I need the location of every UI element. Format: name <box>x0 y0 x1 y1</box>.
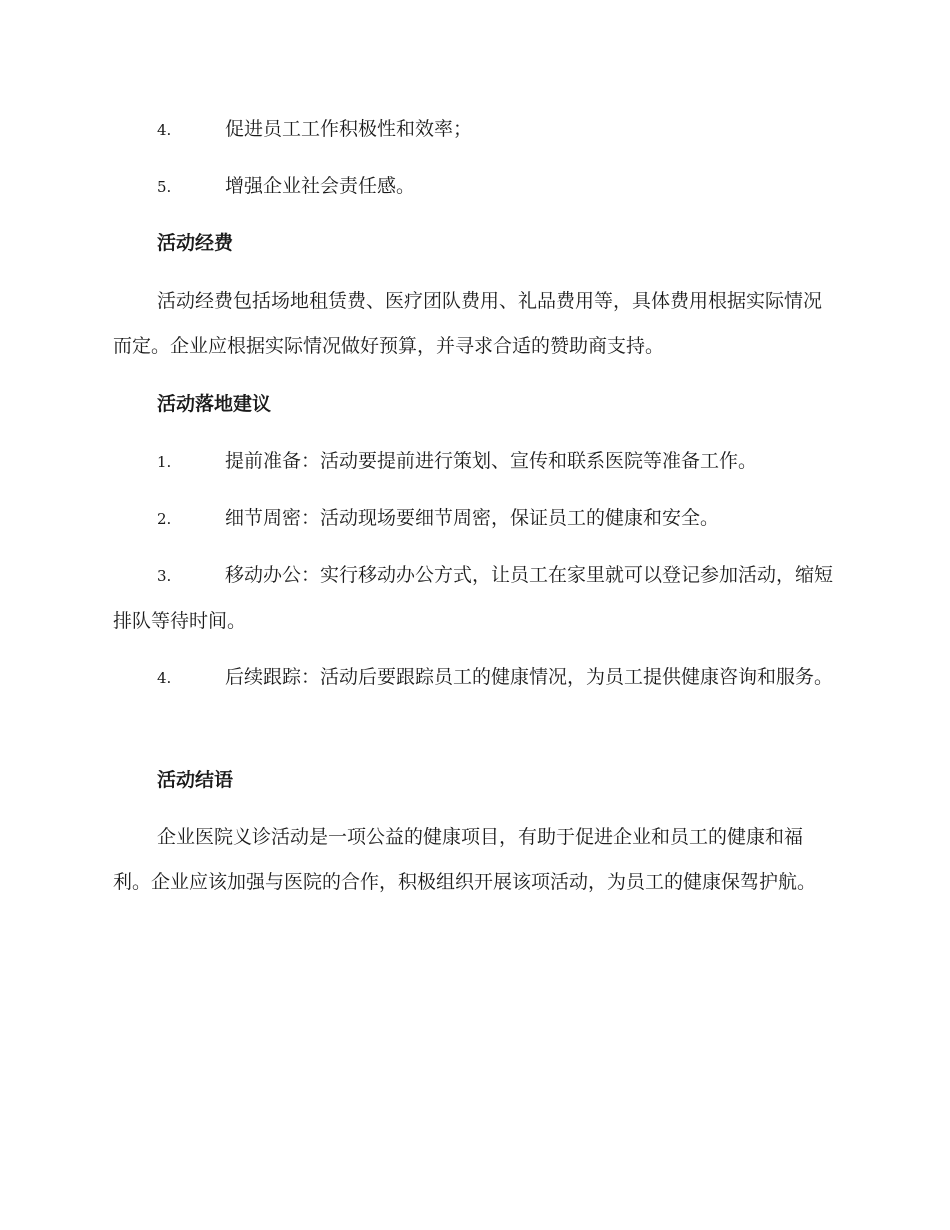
list-item <box>113 496 833 542</box>
list-number: 2. <box>157 510 172 528</box>
section-heading-conclusion: 活动结语 <box>157 769 234 791</box>
section-body-conclusion: 企业医院义诊活动是一项公益的健康项目，有助于促进企业和员工的健康和福利。企业应该加强与医院的合作，积极组织开展该项活动，为员工的健康保驾护航。 <box>113 826 817 893</box>
list-number: 4. <box>157 121 172 139</box>
list-item <box>113 164 833 210</box>
list-number: 3. <box>157 567 172 585</box>
list-number: 4. <box>157 669 172 687</box>
list-number: 5. <box>157 178 172 196</box>
section-body-budget: 活动经费包括场地租赁费、医疗团队费用、礼品费用等，具体费用根据实际情况而定。企业应根据实际情况做好预算，并寻求合适的赞助商支持。 <box>113 290 823 357</box>
list-text: 细节周密：活动现场要细节周密，保证员工的健康和安全。 <box>225 507 720 529</box>
list-text: 后续跟踪：活动后要跟踪员工的健康情况，为员工提供健康咨询和服务。 <box>225 666 834 688</box>
list-text: 促进员工工作积极性和效率； <box>225 118 473 140</box>
list-item <box>113 553 833 644</box>
list-item <box>113 439 833 485</box>
section-heading-advice: 活动落地建议 <box>157 393 272 415</box>
list-text: 移动办公：实行移动办公方式，让员工在家里就可以登记参加活动，缩短排队等待时间。 <box>113 564 834 632</box>
list-text: 提前准备：活动要提前进行策划、宣传和联系医院等准备工作。 <box>225 450 758 472</box>
list-item <box>113 655 833 701</box>
list-item <box>113 107 833 153</box>
list-text: 增强企业社会责任感。 <box>225 175 416 197</box>
list-number: 1. <box>157 453 172 471</box>
section-heading-budget: 活动经费 <box>157 232 234 254</box>
